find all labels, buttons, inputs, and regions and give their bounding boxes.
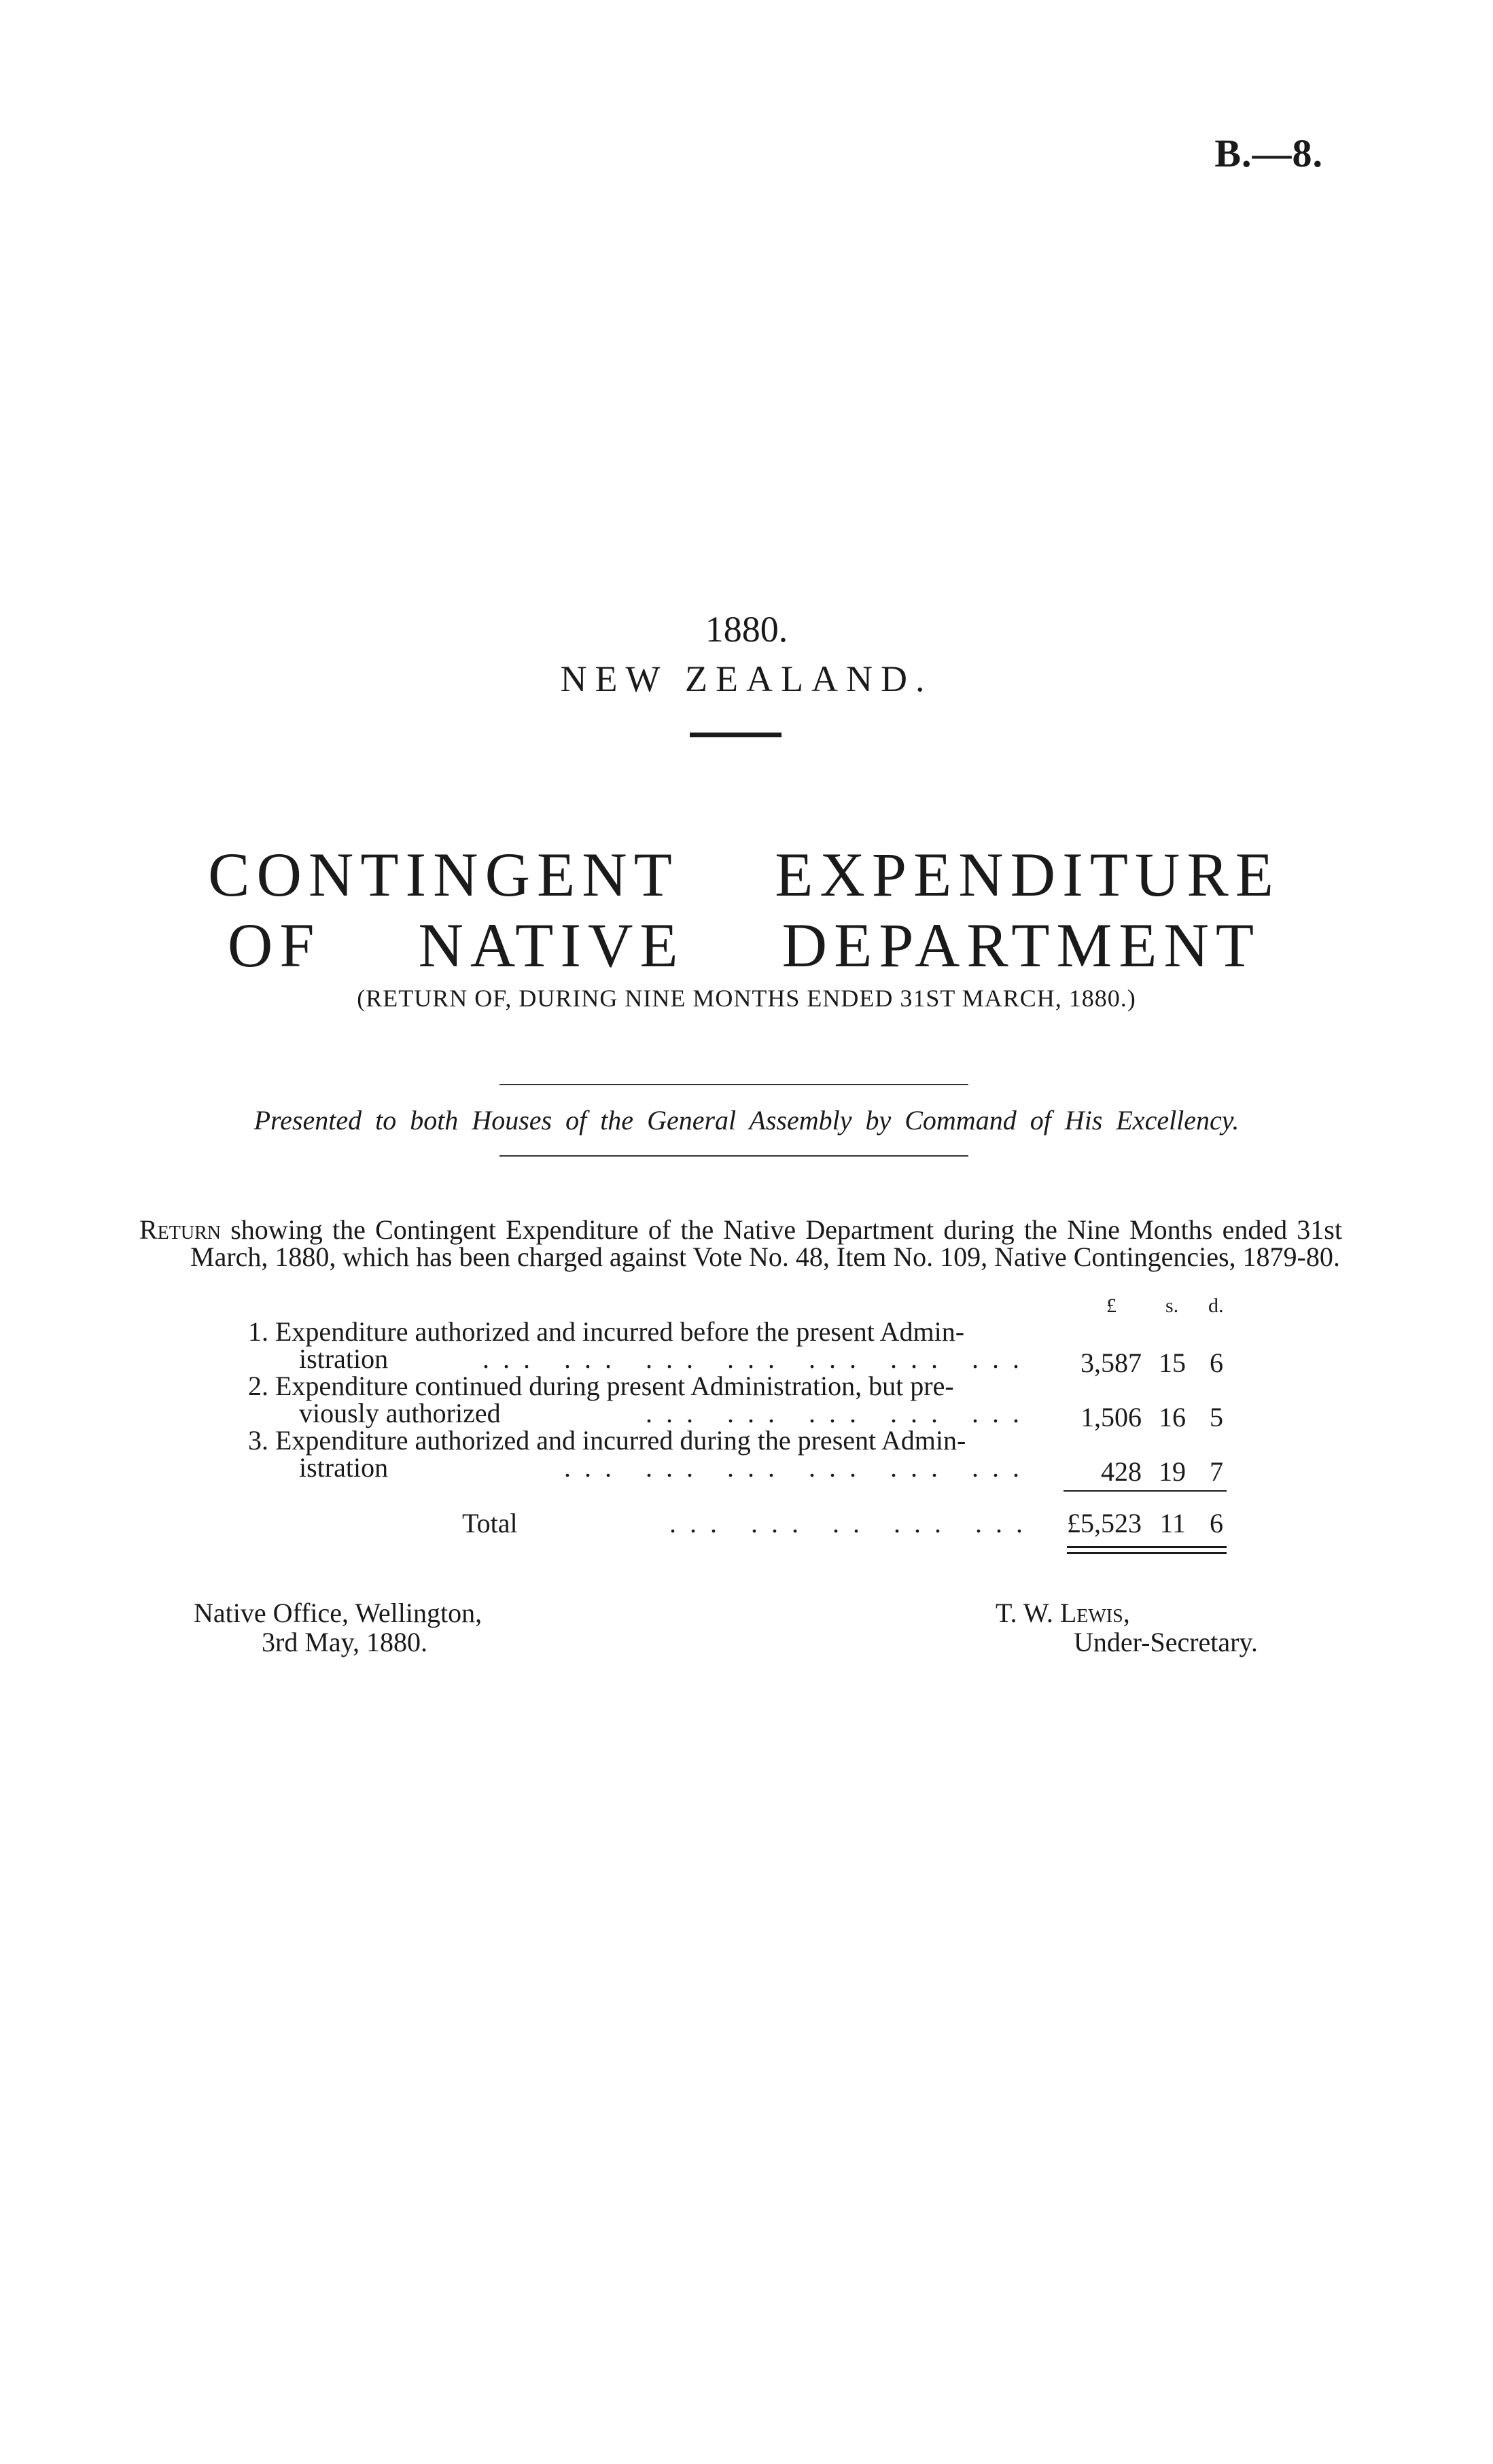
item-description-cont: istration (299, 1452, 389, 1483)
signatory-position: Under-Secretary. (1074, 1627, 1258, 1657)
item-description: 3. Expenditure authorized and incurred during the present Admin- (248, 1425, 966, 1456)
item-pence: 6 (1210, 1348, 1223, 1378)
divider-bottom (499, 1155, 968, 1157)
total-label: Total (462, 1508, 518, 1538)
column-shillings-header: s. (1165, 1295, 1179, 1317)
signoff-place: Native Office, Wellington, (194, 1598, 482, 1628)
expenditure-item (248, 1373, 1036, 1427)
heading-rule (690, 733, 781, 737)
item-pence: 7 (1210, 1456, 1223, 1487)
item-description-cont: viously authorized (299, 1398, 501, 1428)
item-shillings: 15 (1159, 1348, 1186, 1378)
document-reference: B.—8. (1214, 131, 1323, 175)
item-shillings: 16 (1159, 1402, 1186, 1432)
column-pence-header: d. (1208, 1295, 1224, 1317)
presented-statement: Presented to both Houses of the General Assembly by Command of His Excellency. (253, 1105, 1240, 1136)
item-description-cont: istration (299, 1343, 389, 1374)
total-double-rule (1067, 1552, 1227, 1554)
item-pounds: 3,587 (1081, 1348, 1142, 1378)
document-subtitle: (RETURN OF, DURING NINE MONTHS ENDED 31ST MARCH, 1880.) (357, 985, 1136, 1012)
year-heading: 1880. (705, 609, 788, 650)
item-pounds: 1,506 (1081, 1402, 1142, 1432)
total-pence: 6 (1210, 1508, 1223, 1538)
column-pounds-header: £ (1106, 1295, 1117, 1317)
intro-lead: Return (139, 1214, 222, 1245)
item-shillings: 19 (1159, 1456, 1186, 1487)
signatory-name (996, 1597, 1130, 1629)
leader-dots: ... ... ... ... ... ... (564, 1452, 1033, 1483)
expenditure-item (248, 1318, 1036, 1373)
signatory-initials: T. W. (996, 1598, 1060, 1628)
item-pounds: 428 (1101, 1456, 1142, 1487)
item-pence: 5 (1210, 1402, 1223, 1432)
total-double-rule (1067, 1546, 1227, 1548)
divider-top (499, 1084, 968, 1085)
signoff-date: 3rd May, 1880. (262, 1627, 428, 1657)
return-intro (139, 1216, 1342, 1271)
country-heading: NEW ZEALAND. (560, 658, 933, 699)
leader-dots: ... ... ... ... ... ... ... (482, 1343, 1033, 1374)
item-description: 2. Expenditure continued during present Administration, but pre- (248, 1371, 954, 1401)
intro-text: showing the Contingent Expenditure of the Native Department during the Nine Months ended 31st March, 1880, which has been charged against Vote No. 48, Item No. 109, Native Contingencies, 1879-80. (190, 1214, 1342, 1272)
subtotal-rule (1064, 1490, 1227, 1492)
signatory-surname: Lewis, (1059, 1598, 1130, 1628)
document-title: CONTINGENT EXPENDITURE OF NATIVE DEPARTMENT (208, 840, 1280, 980)
expenditure-item (248, 1427, 1036, 1481)
item-description: 1. Expenditure authorized and incurred before the present Admin- (248, 1316, 965, 1347)
total-shillings: 11 (1159, 1508, 1186, 1538)
leader-dots: ... ... ... ... ... (646, 1398, 1033, 1428)
leader-dots: ... ... .. ... ... (669, 1508, 1036, 1538)
total-pounds: £5,523 (1067, 1508, 1142, 1538)
